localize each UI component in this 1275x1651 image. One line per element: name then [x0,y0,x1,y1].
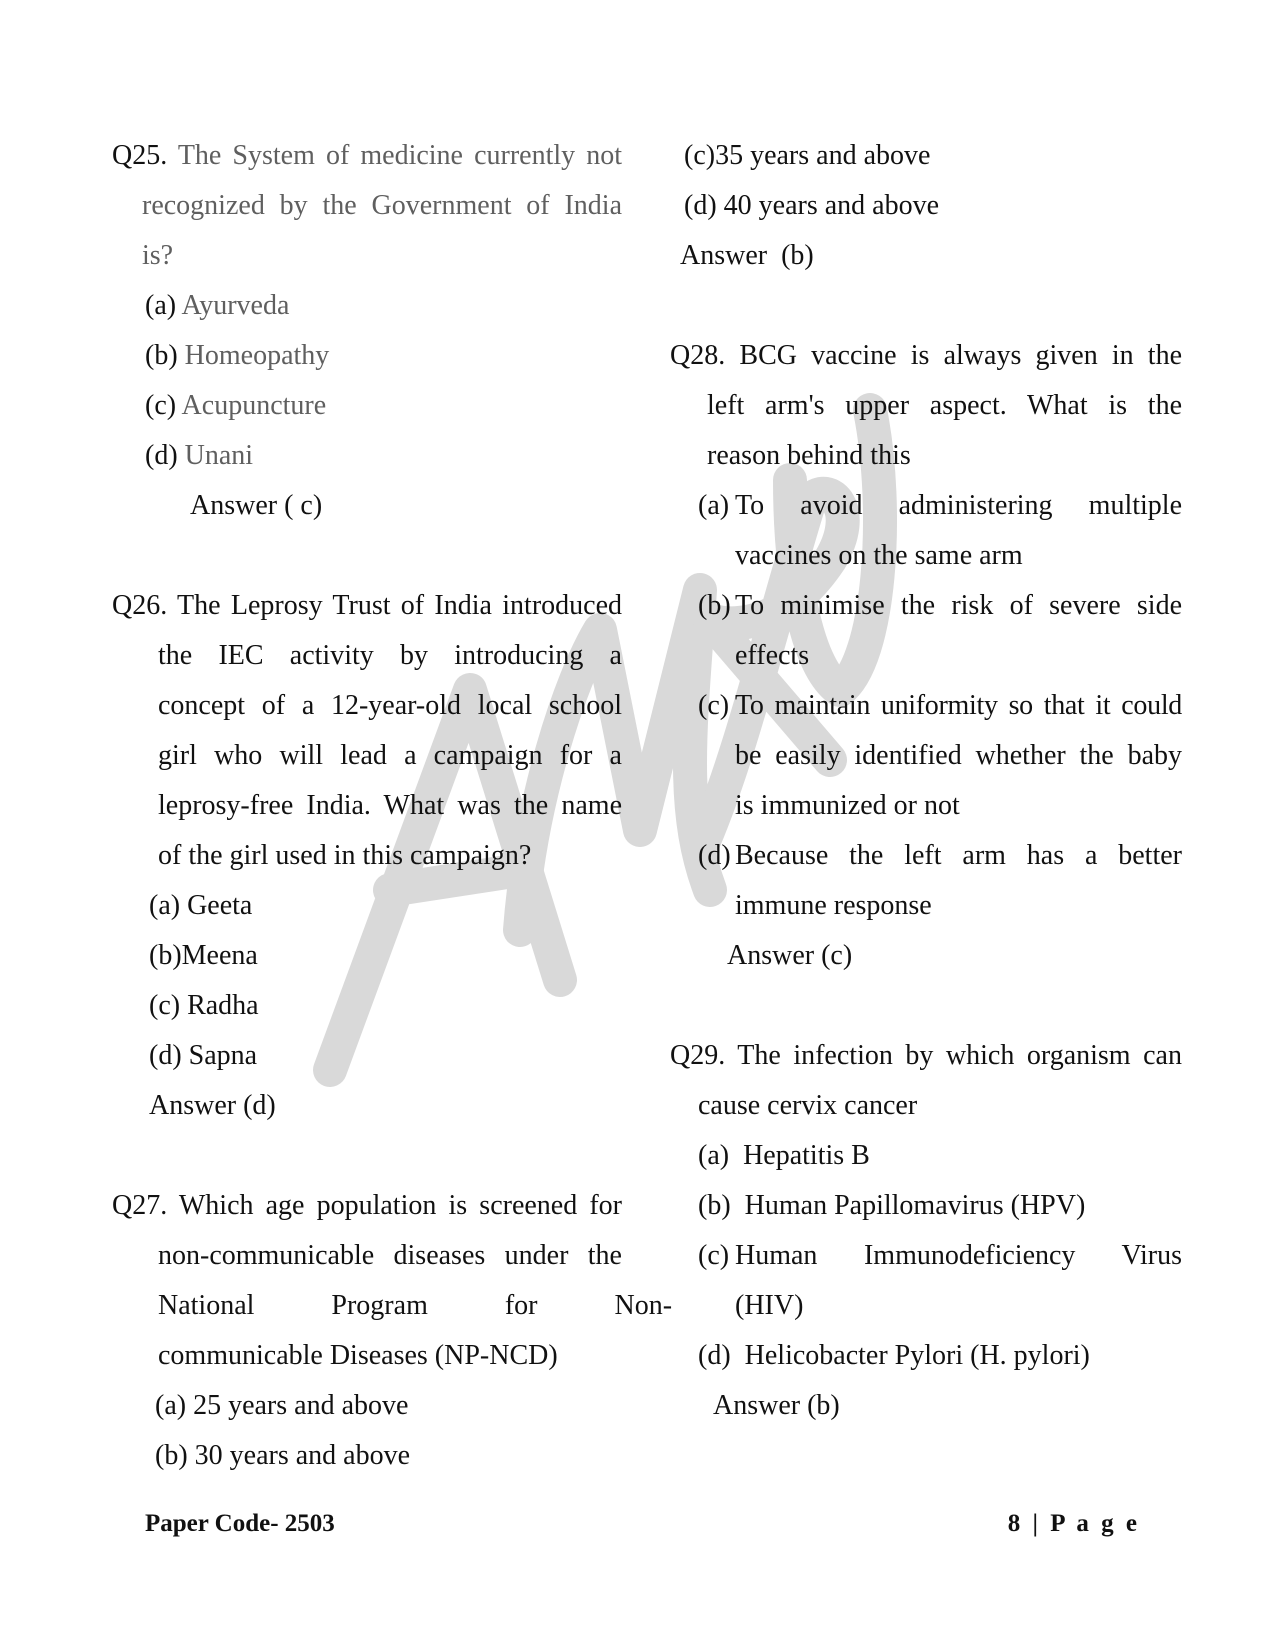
option-label: (b) [698,590,731,621]
option-label: (c) [149,990,181,1021]
question-29-line-1 [670,1031,1182,1081]
option-label: (d) [698,1340,731,1371]
question-number: Q26. [112,590,168,621]
option-text: To maintain uniformity so that it could [735,690,1182,721]
question-number: Q27. [112,1190,168,1221]
option-text: Geeta [187,890,253,921]
option-d [670,831,1182,881]
option-label: (c) [684,140,716,171]
option-text: To avoid administering multiple [735,490,1182,521]
option-label: (d) [149,1040,182,1071]
option-b [670,581,1182,631]
option-text: 30 years and above [194,1440,411,1471]
option-label: (b) [145,340,178,371]
option-b-line-2: effects [735,640,810,671]
question-27-line-1 [112,1181,622,1231]
question-text: BCG vaccine is always given in the [739,340,1182,371]
question-26-line-4: girl who will lead a campaign for a [158,740,622,771]
question-text: The System of medicine currently not [177,140,622,171]
question-27-continued [670,131,1182,281]
option-a-line-2: vaccines on the same arm [735,540,1023,571]
option-text: To minimise the risk of severe side [735,590,1182,621]
question-29 [670,1031,1182,1431]
option-c [112,381,622,431]
option-d [112,1031,622,1081]
option-label: (b) [149,940,182,971]
option-text: Radha [187,990,259,1021]
option-text: Ayurveda [181,290,290,321]
option-label: (a) [155,1390,187,1421]
option-a [112,881,622,931]
option-text: Human Papillomavirus (HPV) [744,1190,1086,1221]
option-b [670,1181,1182,1231]
question-number: Q25. [112,140,168,171]
option-text: Sapna [188,1040,258,1071]
question-number: Q29. [670,1040,726,1071]
question-28-line-1 [670,331,1182,381]
option-label: (c) [698,1240,730,1271]
option-text: 35 years and above [715,140,931,171]
option-label: (a) [698,1140,730,1171]
option-c [670,681,1182,731]
question-text: The infection by which organism can [737,1040,1182,1071]
question-25-line-3: is? [142,240,174,271]
question-26-line-5: leprosy-free India. What was the name [158,790,622,821]
question-26-line-6: of the girl used in this campaign? [158,840,532,871]
question-28-line-3: reason behind this [707,440,911,471]
option-text: Meena [181,940,258,971]
answer: Answer (b) [713,1390,840,1421]
question-27-line-2: non-communicable diseases under the [158,1240,622,1271]
question-27-line-4: communicable Diseases (NP-NCD) [158,1340,558,1371]
option-c-line-2: (HIV) [735,1290,804,1321]
answer: Answer (c) [727,940,853,971]
option-text: Helicobacter Pylori (H. pylori) [744,1340,1090,1371]
answer: Answer (d) [149,1090,276,1121]
option-d [670,181,1182,231]
option-c [670,131,1182,181]
question-26-line-1 [112,581,622,631]
question-28 [670,331,1182,981]
option-text: Homeopathy [184,340,330,371]
option-c [670,1231,1182,1281]
question-26-line-3: concept of a 12-year-old local school [158,690,622,721]
option-a [670,481,1182,531]
question-25-line-1 [112,131,622,181]
option-b [112,931,622,981]
option-b [112,331,622,381]
right-column [670,131,1182,1481]
option-text: Hepatitis B [743,1140,870,1171]
question-text: The Leprosy Trust of India introduced [177,590,622,621]
question-text: Which age population is screened for [178,1190,622,1221]
answer: Answer ( c) [190,490,323,521]
answer: Answer (b) [680,240,814,271]
option-text: Because the left arm has a better [735,840,1182,871]
option-label: (b) [155,1440,188,1471]
page-number: 8 | P a g e [1007,1510,1140,1537]
question-25 [112,131,622,531]
question-number: Q28. [670,340,726,371]
option-text: Unani [184,440,254,471]
option-label: (a) [145,290,177,321]
question-26 [112,581,622,1131]
question-27-line-3: National Program for Non- [158,1290,673,1321]
question-28-line-2: left arm's upper aspect. What is the [707,390,1182,421]
option-label: (a) [698,490,730,521]
option-a [112,1381,622,1431]
option-label: (b) [698,1190,731,1221]
option-label: (d) [145,440,178,471]
option-text: 25 years and above [193,1390,409,1421]
option-a [670,1131,1182,1181]
option-c-line-2: be easily identified whether the baby [735,740,1182,771]
option-text: 40 years and above [723,190,940,221]
option-b [112,1431,622,1481]
question-29-line-2: cause cervix cancer [698,1090,918,1121]
question-25-line-2: recognized by the Government of India [142,190,622,221]
option-label: (c) [698,690,730,721]
option-c [112,981,622,1031]
option-c-line-3: is immunized or not [735,790,960,821]
option-label: (c) [145,390,177,421]
option-label: (d) [684,190,717,221]
option-d [670,1331,1182,1381]
question-27 [112,1181,673,1481]
option-label: (d) [698,840,731,871]
option-label: (a) [149,890,181,921]
left-column [112,131,673,1481]
question-26-line-2: the IEC activity by introducing a [158,640,622,671]
option-a [112,281,622,331]
option-text: Human Immunodeficiency Virus [735,1240,1182,1271]
option-d-line-2: immune response [735,890,932,921]
paper-code: Paper Code- 2503 [145,1510,335,1537]
option-text: Acupuncture [181,390,327,421]
option-d [112,431,622,481]
